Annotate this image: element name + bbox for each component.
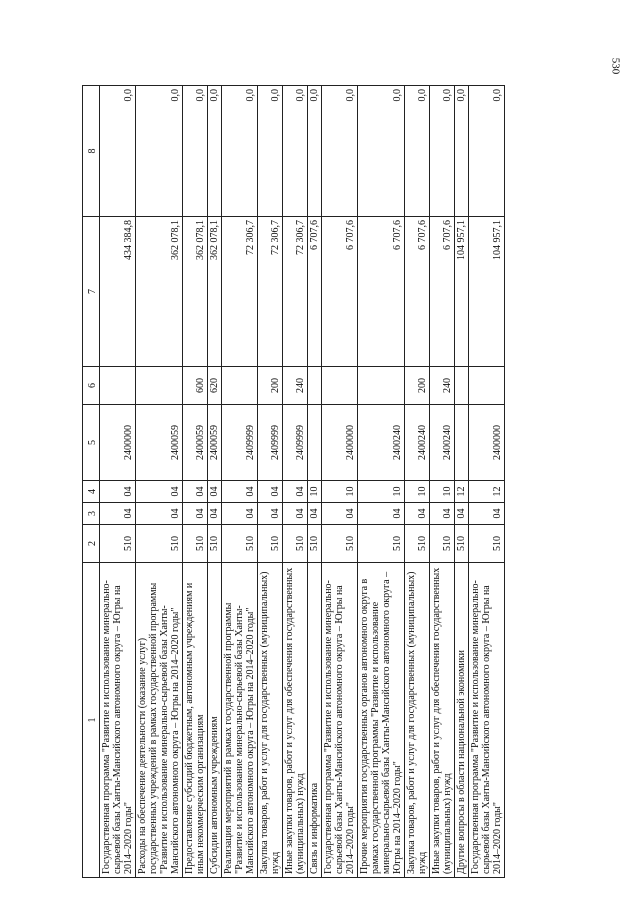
subsection-code: 04 — [136, 481, 183, 503]
section-code: 04 — [469, 503, 505, 525]
subsection-code: 04 — [283, 481, 308, 503]
table-row — [308, 86, 322, 878]
admin-code: 510 — [100, 525, 136, 563]
col-header: 2 — [83, 525, 100, 563]
target-article — [308, 405, 322, 481]
subsection-code: 10 — [308, 481, 322, 503]
row-description: Другие вопросы в области национальной экономики — [455, 563, 469, 878]
table-row — [208, 86, 222, 878]
admin-code: 510 — [322, 525, 358, 563]
expense-type — [136, 367, 183, 405]
target-article: 2400000 — [322, 405, 358, 481]
table-row — [100, 86, 136, 878]
table-row — [136, 86, 183, 878]
budget-table — [82, 85, 505, 878]
row-description: Иные закупки товаров, работ и услуг для обеспечения государственных (муниципальных) нужд — [283, 563, 308, 878]
section-code: 04 — [100, 503, 136, 525]
subsection-code: 10 — [430, 481, 455, 503]
section-code: 04 — [322, 503, 358, 525]
table-row — [455, 86, 469, 878]
amount-col8: 0,0 — [405, 86, 430, 217]
table-row — [222, 86, 258, 878]
row-description: Государственная программа "Развитие и использование минерально-сырьевой базы Ханты-Мансийского автономного округа – Югры на 2014–2020 годы" — [469, 563, 505, 878]
target-article: 2400240 — [358, 405, 405, 481]
row-description: Субсидии автономным учреждениям — [208, 563, 222, 878]
section-code: 04 — [405, 503, 430, 525]
expense-type — [222, 367, 258, 405]
expense-type — [469, 367, 505, 405]
table-row — [322, 86, 358, 878]
expense-type — [455, 367, 469, 405]
amount-col8: 0,0 — [222, 86, 258, 217]
target-article — [455, 405, 469, 481]
amount: 362 078,1 — [208, 217, 222, 367]
col-header: 1 — [83, 563, 100, 878]
col-header: 5 — [83, 405, 100, 481]
expense-type — [322, 367, 358, 405]
target-article: 2400240 — [430, 405, 455, 481]
expense-type: 600 — [183, 367, 208, 405]
section-code: 04 — [430, 503, 455, 525]
amount: 6 707,6 — [405, 217, 430, 367]
section-code: 04 — [455, 503, 469, 525]
target-article: 2400240 — [405, 405, 430, 481]
target-article: 2400059 — [136, 405, 183, 481]
admin-code: 510 — [405, 525, 430, 563]
row-description: Прочие мероприятия государственных органов автономного округа в рамках государственной программы "Развитие и использование минерально-сырьевой базы Ханты-Мансийского автономного округа – Югры на 2014–2020 годы" — [358, 563, 405, 878]
amount-col8: 0,0 — [308, 86, 322, 217]
amount: 6 707,6 — [322, 217, 358, 367]
expense-type — [100, 367, 136, 405]
section-code: 04 — [208, 503, 222, 525]
expense-type: 240 — [283, 367, 308, 405]
amount-col8: 0,0 — [136, 86, 183, 217]
row-description: Иные закупки товаров, работ и услуг для обеспечения государственных (муниципальных) нужд — [430, 563, 455, 878]
row-description: Реализация мероприятий в рамках государственной программы "Развитие и использование минерально-сырьевой базы Ханты-Мансийского автономного округа – Югры на 2014–2020 годы" — [222, 563, 258, 878]
amount: 6 707,6 — [430, 217, 455, 367]
amount: 72 306,7 — [258, 217, 283, 367]
table-row — [183, 86, 208, 878]
expense-type: 200 — [405, 367, 430, 405]
table-row — [258, 86, 283, 878]
admin-code: 510 — [358, 525, 405, 563]
amount-col8: 0,0 — [322, 86, 358, 217]
subsection-code: 12 — [455, 481, 469, 503]
row-description: Государственная программа "Развитие и использование минерально-сырьевой базы Ханты-Мансийского автономного округа – Югры на 2014–2020 годы" — [100, 563, 136, 878]
admin-code: 510 — [258, 525, 283, 563]
expense-type — [358, 367, 405, 405]
table-row — [283, 86, 308, 878]
amount-col8: 0,0 — [358, 86, 405, 217]
amount: 434 384,8 — [100, 217, 136, 367]
target-article: 2409999 — [222, 405, 258, 481]
expense-type: 620 — [208, 367, 222, 405]
table-row — [430, 86, 455, 878]
subsection-code: 04 — [222, 481, 258, 503]
section-code: 04 — [183, 503, 208, 525]
subsection-code: 04 — [258, 481, 283, 503]
section-code: 04 — [258, 503, 283, 525]
amount: 104 957,1 — [455, 217, 469, 367]
amount-col8: 0,0 — [430, 86, 455, 217]
target-article: 2409999 — [258, 405, 283, 481]
amount: 104 957,1 — [469, 217, 505, 367]
subsection-code: 10 — [358, 481, 405, 503]
admin-code: 510 — [136, 525, 183, 563]
col-header: 3 — [83, 503, 100, 525]
admin-code: 510 — [455, 525, 469, 563]
target-article: 2409999 — [283, 405, 308, 481]
row-description: Государственная программа "Развитие и использование минерально-сырьевой базы Ханты-Мансийского автономного округа – Югры на 2014–2020 годы" — [322, 563, 358, 878]
section-code: 04 — [136, 503, 183, 525]
expense-type: 200 — [258, 367, 283, 405]
admin-code: 510 — [222, 525, 258, 563]
table-row — [469, 86, 505, 878]
amount-col8: 0,0 — [183, 86, 208, 217]
row-description: Закупка товаров, работ и услуг для государственных (муниципальных) нужд — [258, 563, 283, 878]
subsection-code: 10 — [322, 481, 358, 503]
amount-col8: 0,0 — [283, 86, 308, 217]
amount-col8: 0,0 — [100, 86, 136, 217]
amount-col8: 0,0 — [208, 86, 222, 217]
row-description: Связь и информатика — [308, 563, 322, 878]
subsection-code: 12 — [469, 481, 505, 503]
table-row — [358, 86, 405, 878]
subsection-code: 04 — [183, 481, 208, 503]
target-article: 2400000 — [100, 405, 136, 481]
amount-col8: 0,0 — [469, 86, 505, 217]
col-header: 4 — [83, 481, 100, 503]
table-row — [405, 86, 430, 878]
target-article: 2400000 — [469, 405, 505, 481]
amount: 362 078,1 — [136, 217, 183, 367]
target-article: 2400059 — [208, 405, 222, 481]
amount: 6 707,6 — [358, 217, 405, 367]
amount: 72 306,7 — [283, 217, 308, 367]
admin-code: 510 — [308, 525, 322, 563]
subsection-code: 10 — [405, 481, 430, 503]
expense-type: 240 — [430, 367, 455, 405]
amount: 362 078,1 — [183, 217, 208, 367]
col-header: 6 — [83, 367, 100, 405]
amount-col8: 0,0 — [258, 86, 283, 217]
section-code: 04 — [283, 503, 308, 525]
admin-code: 510 — [283, 525, 308, 563]
subsection-code: 04 — [208, 481, 222, 503]
admin-code: 510 — [183, 525, 208, 563]
row-description: Предоставление субсидий бюджетным, автономным учреждениям и иным некоммерческим организациям — [183, 563, 208, 878]
row-description: Закупка товаров, работ и услуг для государственных (муниципальных) нужд — [405, 563, 430, 878]
section-code: 04 — [308, 503, 322, 525]
col-header: 7 — [83, 217, 100, 367]
expense-type — [308, 367, 322, 405]
amount: 6 707,6 — [308, 217, 322, 367]
admin-code: 510 — [469, 525, 505, 563]
subsection-code: 04 — [100, 481, 136, 503]
header-row — [83, 86, 100, 878]
admin-code: 510 — [430, 525, 455, 563]
col-header: 8 — [83, 86, 100, 217]
row-description: Расходы на обеспечение деятельности (оказание услуг) государственных учреждений в рамках государственной программы "Развитие и использование минерально-сырьевой базы Ханты-Мансийского автономного округа – Югры на 2014–2020 годы" — [136, 563, 183, 878]
target-article: 2400059 — [183, 405, 208, 481]
section-code: 04 — [222, 503, 258, 525]
page-number: 530 — [608, 57, 621, 75]
section-code: 04 — [358, 503, 405, 525]
admin-code: 510 — [208, 525, 222, 563]
amount: 72 306,7 — [222, 217, 258, 367]
amount-col8: 0,0 — [455, 86, 469, 217]
rotated-page — [82, 86, 640, 878]
